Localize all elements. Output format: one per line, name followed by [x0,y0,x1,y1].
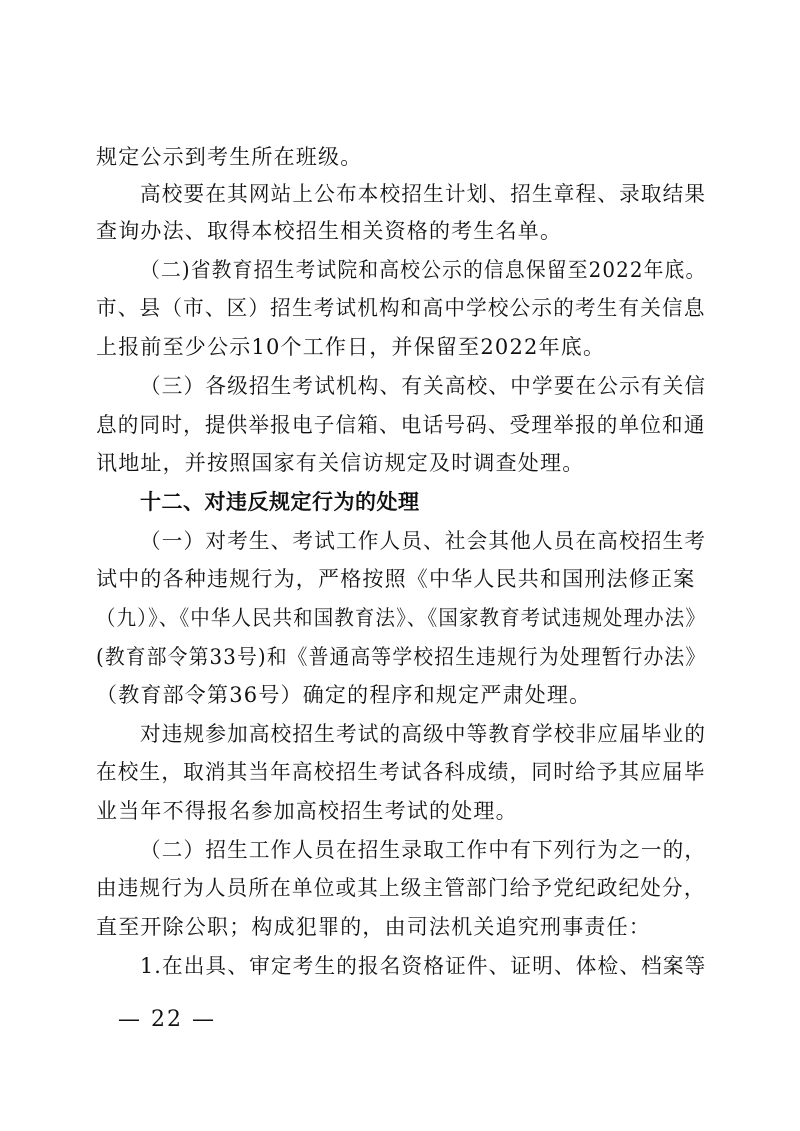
paragraph-line: 息的同时，提供举报电子信箱、电话号码、受理举报的单位和通 [96,413,706,437]
paragraph-line: （九）》、《中华人民共和国教育法》、《国家教育考试违规处理办法》 [96,606,706,630]
paragraph-line: 试中的各种违规行为，严格按照《中华人民共和国刑法修正案 [96,567,696,591]
paragraph-line: (教育部令第33号)和《普通高等学校招生违规行为处理暂行办法》 [96,645,707,669]
paragraph-line: （一）对考生、考试工作人员、社会其他人员在高校招生考 [140,529,707,553]
paragraph-line: 高校要在其网站上公布本校招生计划、招生章程、录取结果 [140,182,707,206]
section-heading: 十二、对违反规定行为的处理 [140,490,420,514]
paragraph-line: 查询办法、取得本校招生相关资格的考生名单。 [96,219,563,243]
paragraph-line: （二)省教育招生考试院和高校公示的信息保留至2022年底。 [140,258,707,282]
paragraph-line: 市、县（市、区）招生考试机构和高中学校公示的考生有关信息 [96,296,706,320]
paragraph-line: 1.在出具、审定考生的报名资格证件、证明、体检、档案等 [140,954,707,978]
paragraph-line: 上报前至少公示10个工作日，并保留至2022年底。 [96,335,606,359]
paragraph-line: （教育部令第36号）确定的程序和规定严肃处理。 [96,683,592,707]
page-number: — 22 — [118,1007,216,1032]
paragraph-line: 直至开除公职；构成犯罪的，由司法机关追究刑事责任： [96,915,651,939]
paragraph-line: 规定公示到考生所在班级。 [96,145,363,169]
paragraph-line: 由违规行为人员所在单位或其上级主管部门给予党纪政纪处分， [96,876,706,900]
paragraph-line: 讯地址，并按照国家有关信访规定及时调查处理。 [96,451,585,475]
paragraph-line: （三）各级招生考试机构、有关高校、中学要在公示有关信 [140,374,707,398]
paragraph-line: 在校生，取消其当年高校招生考试各科成绩，同时给予其应届毕 [96,760,706,784]
paragraph-line: （二）招生工作人员在招生录取工作中有下列行为之一的， [140,838,707,862]
paragraph-line: 业当年不得报名参加高校招生考试的处理。 [96,799,518,823]
paragraph-line: 对违规参加高校招生考试的高级中等教育学校非应届毕业的 [140,722,707,746]
